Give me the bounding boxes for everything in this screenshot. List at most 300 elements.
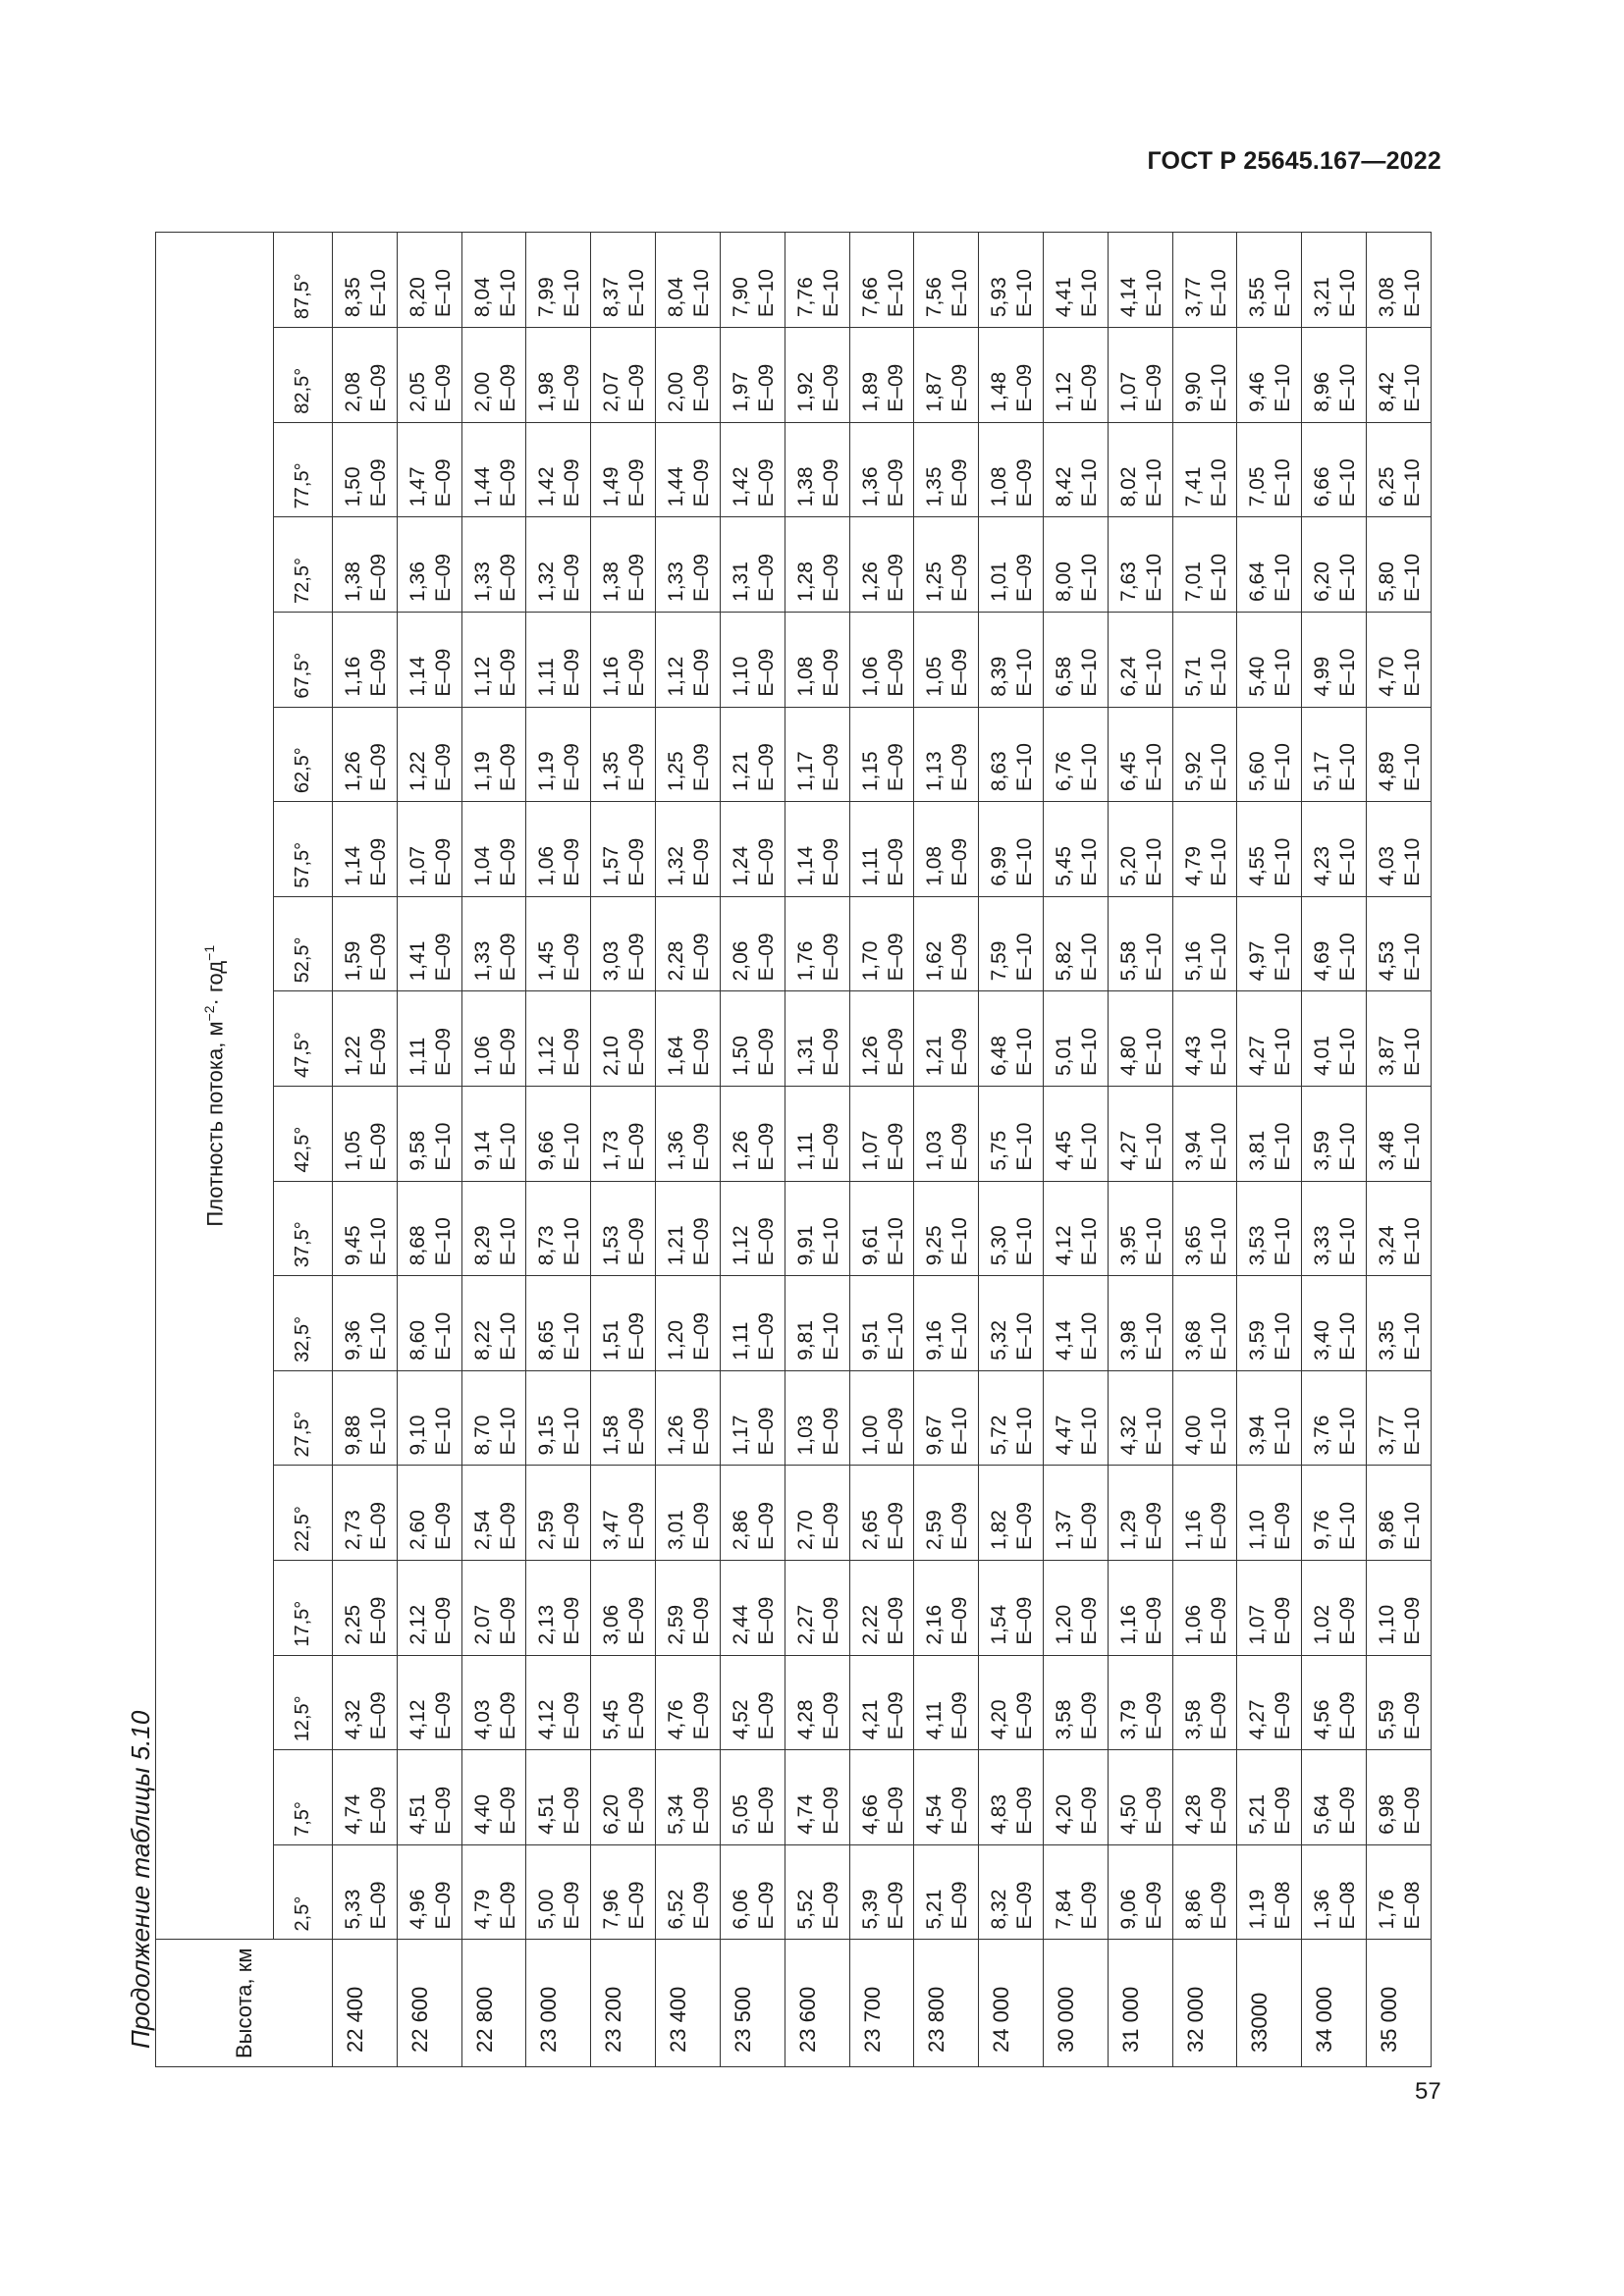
mantissa: 7,84 xyxy=(1052,1889,1075,1930)
exponent: E–10 xyxy=(1077,1311,1101,1361)
exponent: E–09 xyxy=(1077,1691,1101,1740)
table-row xyxy=(1043,233,1108,2067)
exponent: E–10 xyxy=(1272,458,1295,507)
flux-value-cell xyxy=(461,707,526,802)
flux-value-cell xyxy=(526,896,591,991)
flux-value-cell xyxy=(461,802,526,897)
mantissa: 3,33 xyxy=(1311,1225,1334,1266)
altitude-cell: 32 000 xyxy=(1172,1940,1237,2067)
flux-value-cell xyxy=(1172,612,1237,707)
mantissa: 1,04 xyxy=(470,845,494,886)
mantissa: 2,25 xyxy=(342,1604,364,1645)
exponent: E–09 xyxy=(819,1122,842,1171)
table-row xyxy=(526,233,591,2067)
angle-header: 57,5° xyxy=(274,802,333,897)
exponent: E–09 xyxy=(1272,1691,1295,1740)
exponent: E–10 xyxy=(1272,269,1295,318)
exponent: E–10 xyxy=(1336,837,1360,886)
exponent: E–08 xyxy=(1336,1881,1360,1930)
exponent: E–10 xyxy=(1077,933,1101,982)
exponent: E–09 xyxy=(431,1786,455,1835)
mantissa: 6,98 xyxy=(1376,1794,1398,1835)
mantissa: 1,07 xyxy=(1116,371,1140,412)
flux-value-cell xyxy=(1108,1087,1172,1182)
exponent: E–09 xyxy=(690,933,714,982)
mantissa: 1,12 xyxy=(729,1225,752,1266)
exponent: E–10 xyxy=(1401,743,1424,792)
mantissa: 2,28 xyxy=(665,940,688,982)
flux-value-cell xyxy=(591,517,656,613)
mantissa: 3,01 xyxy=(665,1510,688,1551)
exponent: E–09 xyxy=(431,743,455,792)
exponent: E–09 xyxy=(625,933,649,982)
exponent: E–10 xyxy=(1013,1027,1037,1076)
exponent: E–09 xyxy=(496,1502,519,1551)
exponent: E–09 xyxy=(625,1217,649,1266)
mantissa: 7,90 xyxy=(729,277,752,318)
mantissa: 3,21 xyxy=(1311,277,1334,318)
altitude-cell: 23 600 xyxy=(785,1940,849,2067)
mantissa: 3,58 xyxy=(1052,1699,1075,1740)
flux-value-cell xyxy=(720,517,785,613)
page-number: 57 xyxy=(1415,2078,1441,2105)
exponent: E–09 xyxy=(1207,1691,1230,1740)
exponent: E–09 xyxy=(754,363,778,412)
mantissa: 8,96 xyxy=(1311,371,1334,412)
mantissa: 6,52 xyxy=(665,1889,688,1930)
exponent: E–09 xyxy=(884,743,907,792)
mantissa: 9,36 xyxy=(342,1319,364,1361)
flux-value-cell xyxy=(1367,1655,1432,1750)
flux-value-cell xyxy=(1108,802,1172,897)
flux-value-cell xyxy=(461,1276,526,1371)
flux-value-cell xyxy=(849,1561,914,1656)
exponent: E–09 xyxy=(431,933,455,982)
flux-value-cell xyxy=(1237,1087,1302,1182)
mantissa: 1,36 xyxy=(665,1130,688,1171)
flux-value-cell xyxy=(1237,1181,1302,1276)
flux-value-cell xyxy=(1367,328,1432,423)
mantissa: 9,45 xyxy=(342,1225,364,1266)
exponent: E–09 xyxy=(1013,553,1037,602)
exponent: E–09 xyxy=(948,363,972,412)
table-row xyxy=(1237,233,1302,2067)
exponent: E–09 xyxy=(1013,1691,1037,1740)
exponent: E–09 xyxy=(1401,1596,1424,1645)
flux-value-cell xyxy=(1043,612,1108,707)
altitude-cell: 23 700 xyxy=(849,1940,914,2067)
exponent: E–09 xyxy=(754,933,778,982)
mantissa: 3,79 xyxy=(1116,1699,1140,1740)
exponent: E–10 xyxy=(496,269,519,318)
flux-value-cell xyxy=(914,707,979,802)
flux-value-cell xyxy=(333,328,398,423)
mantissa: 1,36 xyxy=(406,561,429,602)
exponent: E–09 xyxy=(884,837,907,886)
flux-value-cell xyxy=(1172,802,1237,897)
table-row xyxy=(1108,233,1172,2067)
mantissa: 9,90 xyxy=(1181,371,1205,412)
flux-value-cell xyxy=(785,328,849,423)
exponent: E–10 xyxy=(754,269,778,318)
exponent: E–09 xyxy=(1013,363,1037,412)
flux-value-cell xyxy=(979,1181,1044,1276)
exponent: E–10 xyxy=(496,1217,519,1266)
flux-value-cell xyxy=(1302,802,1367,897)
mantissa: 8,86 xyxy=(1181,1889,1205,1930)
flux-value-cell xyxy=(785,1561,849,1656)
flux-value-cell xyxy=(1108,1276,1172,1371)
exponent: E–09 xyxy=(948,648,972,697)
exponent: E–09 xyxy=(948,1786,972,1835)
exponent: E–10 xyxy=(496,1122,519,1171)
mantissa: 9,25 xyxy=(923,1225,947,1266)
flux-value-cell xyxy=(720,612,785,707)
exponent: E–10 xyxy=(1336,1217,1360,1266)
exponent: E–08 xyxy=(1272,1881,1295,1930)
mantissa: 5,05 xyxy=(729,1794,752,1835)
exponent: E–10 xyxy=(1207,933,1230,982)
flux-value-cell xyxy=(397,896,461,991)
flux-value-cell xyxy=(656,328,721,423)
flux-value-cell xyxy=(785,1181,849,1276)
flux-value-cell xyxy=(849,1655,914,1750)
exponent: E–10 xyxy=(1336,1122,1360,1171)
flux-value-cell xyxy=(1172,517,1237,613)
angle-header: 37,5° xyxy=(274,1181,333,1276)
exponent: E–09 xyxy=(1077,363,1101,412)
flux-value-cell xyxy=(1108,517,1172,613)
flux-value-cell xyxy=(1172,1561,1237,1656)
flux-value-cell xyxy=(785,1844,849,1940)
angle-header: 17,5° xyxy=(274,1561,333,1656)
flux-value-cell xyxy=(1043,422,1108,517)
exponent: E–09 xyxy=(884,1691,907,1740)
mantissa: 1,53 xyxy=(600,1225,623,1266)
mantissa: 1,35 xyxy=(600,751,623,792)
flux-value-cell xyxy=(1367,1466,1432,1561)
exponent: E–09 xyxy=(819,648,842,697)
flux-value-cell xyxy=(979,422,1044,517)
flux-value-cell xyxy=(526,1181,591,1276)
exponent: E–10 xyxy=(948,1311,972,1361)
flux-value-cell xyxy=(1367,422,1432,517)
exponent: E–09 xyxy=(367,1881,390,1930)
mantissa: 9,51 xyxy=(858,1319,882,1361)
exponent: E–09 xyxy=(367,1691,390,1740)
exponent: E–10 xyxy=(1207,553,1230,602)
flux-value-cell xyxy=(461,1181,526,1276)
exponent: E–09 xyxy=(625,1596,649,1645)
mantissa: 8,02 xyxy=(1116,466,1140,507)
mantissa: 2,22 xyxy=(858,1604,882,1645)
exponent: E–09 xyxy=(819,1027,842,1076)
flux-value-cell xyxy=(591,328,656,423)
table-caption: Продолжение таблицы 5.10 xyxy=(126,1710,155,2049)
flux-value-cell xyxy=(785,1276,849,1371)
exponent: E–09 xyxy=(1077,1596,1101,1645)
flux-value-cell xyxy=(720,991,785,1087)
mantissa: 6,64 xyxy=(1246,561,1270,602)
table-row xyxy=(333,233,398,2067)
mantissa: 4,74 xyxy=(793,1794,817,1835)
altitude-cell: 22 600 xyxy=(397,1940,461,2067)
flux-value-cell xyxy=(333,1276,398,1371)
flux-value-cell xyxy=(461,1087,526,1182)
mantissa: 1,14 xyxy=(342,845,364,886)
altitude-cell: 35 000 xyxy=(1367,1940,1432,2067)
mantissa: 5,60 xyxy=(1246,751,1270,792)
exponent: E–10 xyxy=(1013,1217,1037,1266)
mantissa: 3,35 xyxy=(1376,1319,1398,1361)
mantissa: 1,26 xyxy=(729,1130,752,1171)
mantissa: 1,05 xyxy=(342,1130,364,1171)
flux-value-cell xyxy=(1108,328,1172,423)
flux-value-cell xyxy=(526,802,591,897)
exponent: E–10 xyxy=(819,269,842,318)
mantissa: 1,11 xyxy=(793,1132,817,1171)
flux-value-cell xyxy=(333,422,398,517)
exponent: E–09 xyxy=(884,648,907,697)
flux-value-cell xyxy=(656,1276,721,1371)
table-body xyxy=(333,233,1432,2067)
flux-value-cell xyxy=(785,517,849,613)
flux-value-cell xyxy=(785,1655,849,1750)
angle-header: 67,5° xyxy=(274,612,333,707)
exponent: E–09 xyxy=(625,1691,649,1740)
flux-value-cell xyxy=(720,1087,785,1182)
flux-value-cell xyxy=(526,612,591,707)
exponent: E–09 xyxy=(496,553,519,602)
exponent: E–09 xyxy=(561,363,584,412)
flux-value-cell xyxy=(849,896,914,991)
mantissa: 4,32 xyxy=(1116,1415,1140,1456)
exponent: E–09 xyxy=(754,1407,778,1456)
exponent: E–09 xyxy=(367,363,390,412)
mantissa: 1,50 xyxy=(342,466,364,507)
exponent: E–10 xyxy=(884,1311,907,1361)
flux-density-table xyxy=(155,232,1432,2067)
flux-value-cell xyxy=(914,1561,979,1656)
mantissa: 4,00 xyxy=(1181,1415,1205,1456)
mantissa: 7,41 xyxy=(1181,466,1205,507)
exponent: E–10 xyxy=(561,1122,584,1171)
exponent: E–09 xyxy=(561,458,584,507)
mantissa: 1,06 xyxy=(858,656,882,697)
exponent: E–10 xyxy=(1401,363,1424,412)
mantissa: 1,20 xyxy=(1052,1604,1075,1645)
mantissa: 1,16 xyxy=(342,656,364,697)
flux-value-cell xyxy=(720,233,785,328)
mantissa: 5,17 xyxy=(1311,751,1334,792)
mantissa: 1,26 xyxy=(858,561,882,602)
flux-value-cell xyxy=(397,707,461,802)
exponent: E–09 xyxy=(367,458,390,507)
mantissa: 1,19 xyxy=(470,751,494,792)
angle-header: 42,5° xyxy=(274,1087,333,1182)
exponent: E–09 xyxy=(625,1407,649,1456)
flux-value-cell xyxy=(1367,1750,1432,1845)
flux-value-cell xyxy=(914,1750,979,1845)
exponent: E–10 xyxy=(1272,1122,1295,1171)
table-row xyxy=(1172,233,1237,2067)
flux-value-cell xyxy=(720,1561,785,1656)
mantissa: 4,69 xyxy=(1311,940,1334,982)
flux-value-cell xyxy=(526,1655,591,1750)
mantissa: 1,15 xyxy=(858,751,882,792)
exponent: E–10 xyxy=(561,1311,584,1361)
exponent: E–09 xyxy=(754,1502,778,1551)
mantissa: 6,48 xyxy=(988,1036,1011,1076)
exponent: E–09 xyxy=(884,1786,907,1835)
mantissa: 2,07 xyxy=(600,371,623,412)
flux-value-cell xyxy=(914,517,979,613)
exponent: E–09 xyxy=(884,458,907,507)
table-row xyxy=(979,233,1044,2067)
exponent: E–10 xyxy=(1207,1311,1230,1361)
group-header-mid: · год xyxy=(202,960,228,1006)
exponent: E–10 xyxy=(1142,1027,1165,1076)
altitude-cell: 23 800 xyxy=(914,1940,979,2067)
flux-value-cell xyxy=(1108,991,1172,1087)
flux-value-cell xyxy=(461,1561,526,1656)
exponent: E–09 xyxy=(690,837,714,886)
flux-value-cell xyxy=(397,328,461,423)
altitude-cell: 31 000 xyxy=(1108,1940,1172,2067)
exponent: E–09 xyxy=(496,648,519,697)
exponent: E–09 xyxy=(754,648,778,697)
exponent: E–09 xyxy=(625,837,649,886)
exponent: E–09 xyxy=(431,553,455,602)
flux-value-cell xyxy=(397,1087,461,1182)
exponent: E–10 xyxy=(1207,1217,1230,1266)
flux-value-cell xyxy=(1108,896,1172,991)
flux-value-cell xyxy=(720,422,785,517)
flux-value-cell xyxy=(656,991,721,1087)
mantissa: 1,82 xyxy=(988,1510,1011,1551)
mantissa: 3,58 xyxy=(1181,1699,1205,1740)
mantissa: 8,68 xyxy=(406,1225,429,1266)
mantissa: 1,33 xyxy=(665,561,688,602)
flux-value-cell xyxy=(1367,233,1432,328)
flux-value-cell xyxy=(656,233,721,328)
flux-value-cell xyxy=(914,1087,979,1182)
flux-value-cell xyxy=(1237,1276,1302,1371)
mantissa: 4,55 xyxy=(1246,845,1270,886)
flux-value-cell xyxy=(333,1087,398,1182)
flux-value-cell xyxy=(1108,1844,1172,1940)
flux-value-cell xyxy=(1108,1370,1172,1466)
exponent: E–10 xyxy=(1013,743,1037,792)
mantissa: 5,33 xyxy=(342,1889,364,1930)
exponent: E–10 xyxy=(1336,553,1360,602)
mantissa: 5,34 xyxy=(665,1794,688,1835)
exponent: E–10 xyxy=(1142,933,1165,982)
exponent: E–10 xyxy=(1013,933,1037,982)
exponent: E–09 xyxy=(496,743,519,792)
flux-value-cell xyxy=(1302,1655,1367,1750)
flux-value-cell xyxy=(914,991,979,1087)
exponent: E–09 xyxy=(1077,1881,1101,1930)
mantissa: 1,03 xyxy=(923,1130,947,1171)
exponent: E–10 xyxy=(1401,1407,1424,1456)
flux-value-cell xyxy=(1172,328,1237,423)
flux-value-cell xyxy=(720,1655,785,1750)
mantissa: 1,06 xyxy=(470,1036,494,1076)
mantissa: 5,80 xyxy=(1376,561,1398,602)
flux-value-cell xyxy=(333,707,398,802)
flux-value-cell xyxy=(1043,1181,1108,1276)
exponent: E–09 xyxy=(496,837,519,886)
exponent: E–10 xyxy=(1401,933,1424,982)
mantissa: 2,59 xyxy=(535,1510,559,1551)
flux-value-cell xyxy=(656,1844,721,1940)
flux-value-cell xyxy=(1108,1655,1172,1750)
flux-value-cell xyxy=(1043,517,1108,613)
mantissa: 2,65 xyxy=(858,1510,882,1551)
mantissa: 1,07 xyxy=(1246,1604,1270,1645)
mantissa: 1,26 xyxy=(665,1415,688,1456)
exponent: E–09 xyxy=(367,1027,390,1076)
exponent: E–09 xyxy=(819,1502,842,1551)
flux-value-cell xyxy=(979,1750,1044,1845)
exponent: E–09 xyxy=(819,743,842,792)
flux-value-cell xyxy=(1367,707,1432,802)
exponent: E–09 xyxy=(690,1122,714,1171)
mantissa: 8,37 xyxy=(600,277,623,318)
flux-value-cell xyxy=(1237,422,1302,517)
mantissa: 4,43 xyxy=(1181,1036,1205,1076)
flux-value-cell xyxy=(849,1466,914,1561)
mantissa: 1,19 xyxy=(1246,1889,1270,1930)
mantissa: 1,47 xyxy=(406,466,429,507)
flux-value-cell xyxy=(1302,1181,1367,1276)
exponent: E–09 xyxy=(561,1027,584,1076)
flux-value-cell xyxy=(656,1561,721,1656)
exponent: E–09 xyxy=(496,458,519,507)
mantissa: 8,04 xyxy=(470,277,494,318)
flux-value-cell xyxy=(526,328,591,423)
table-row xyxy=(720,233,785,2067)
exponent: E–09 xyxy=(1013,1596,1037,1645)
mantissa: 5,20 xyxy=(1116,845,1140,886)
exponent: E–09 xyxy=(819,1786,842,1835)
exponent: E–10 xyxy=(1336,648,1360,697)
flux-value-cell xyxy=(979,1561,1044,1656)
flux-value-cell xyxy=(1172,1844,1237,1940)
flux-value-cell xyxy=(526,1561,591,1656)
angle-header: 7,5° xyxy=(274,1750,333,1845)
table-row xyxy=(914,233,979,2067)
mantissa: 4,03 xyxy=(470,1699,494,1740)
mantissa: 7,56 xyxy=(923,277,947,318)
flux-value-cell xyxy=(591,612,656,707)
mantissa: 4,76 xyxy=(665,1699,688,1740)
exponent: E–09 xyxy=(690,1027,714,1076)
exponent: E–10 xyxy=(1207,1027,1230,1076)
mantissa: 3,81 xyxy=(1246,1130,1270,1171)
flux-value-cell xyxy=(1172,1087,1237,1182)
mantissa: 1,22 xyxy=(342,1036,364,1076)
exponent: E–09 xyxy=(431,1691,455,1740)
flux-value-cell xyxy=(1237,233,1302,328)
mantissa: 1,57 xyxy=(600,845,623,886)
mantissa: 5,52 xyxy=(793,1889,817,1930)
exponent: E–08 xyxy=(1401,1881,1424,1930)
flux-value-cell xyxy=(333,991,398,1087)
mantissa: 2,27 xyxy=(793,1604,817,1645)
flux-value-cell xyxy=(1367,612,1432,707)
